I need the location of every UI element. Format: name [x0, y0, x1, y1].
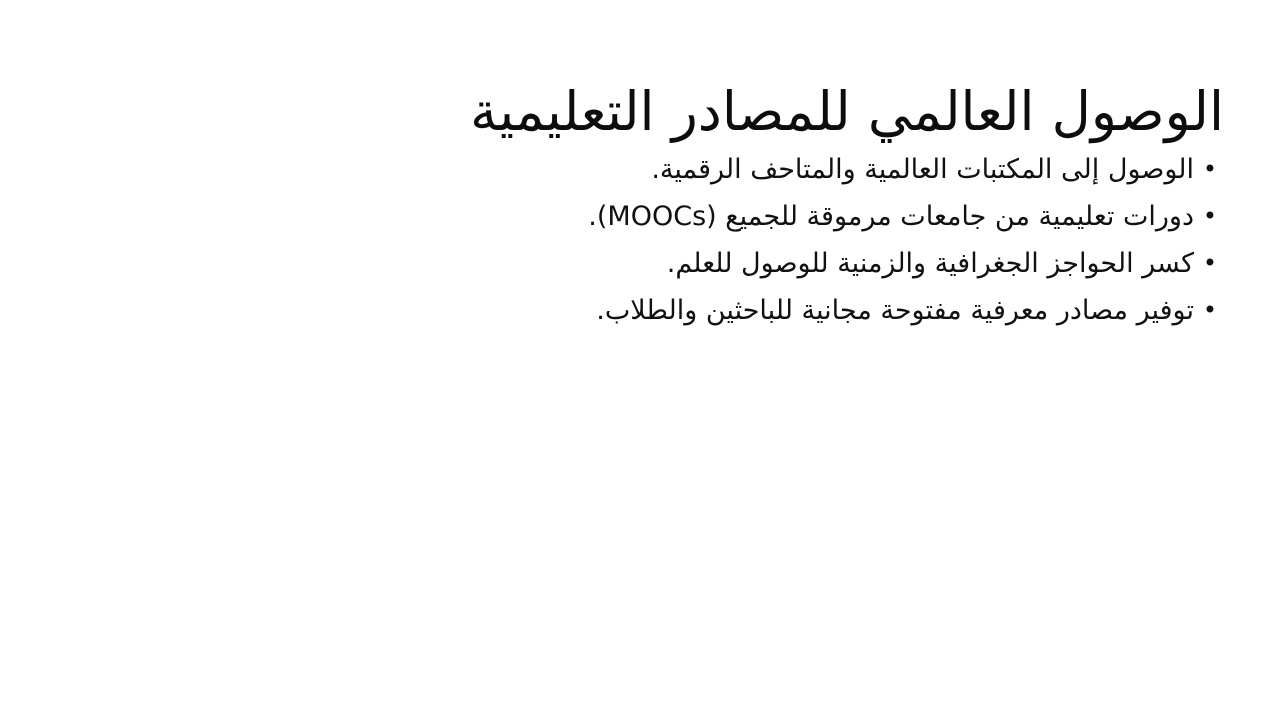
bullet-marker-icon: •	[1202, 155, 1218, 183]
list-item-text: كسر الحواجز الجغرافية والزمنية للوصول للعلم.	[666, 248, 1194, 279]
list-item-text: توفير مصادر معرفية مفتوحة مجانية للباحثين والطلاب.	[596, 295, 1194, 326]
list-item	[56, 193, 1224, 240]
list-item	[56, 146, 1224, 193]
list-item-text: دورات تعليمية من جامعات مرموقة للجميع (MOOCs).	[588, 201, 1194, 232]
list-item	[56, 240, 1224, 287]
bullet-marker-icon: •	[1202, 202, 1218, 230]
list-item	[56, 287, 1224, 334]
bullet-marker-icon: •	[1202, 249, 1218, 277]
bullet-list	[56, 146, 1224, 334]
page-title: الوصول العالمي للمصادر التعليمية	[470, 80, 1224, 144]
list-item-text: الوصول إلى المكتبات العالمية والمتاحف الرقمية.	[651, 154, 1194, 185]
bullet-marker-icon: •	[1202, 296, 1218, 324]
